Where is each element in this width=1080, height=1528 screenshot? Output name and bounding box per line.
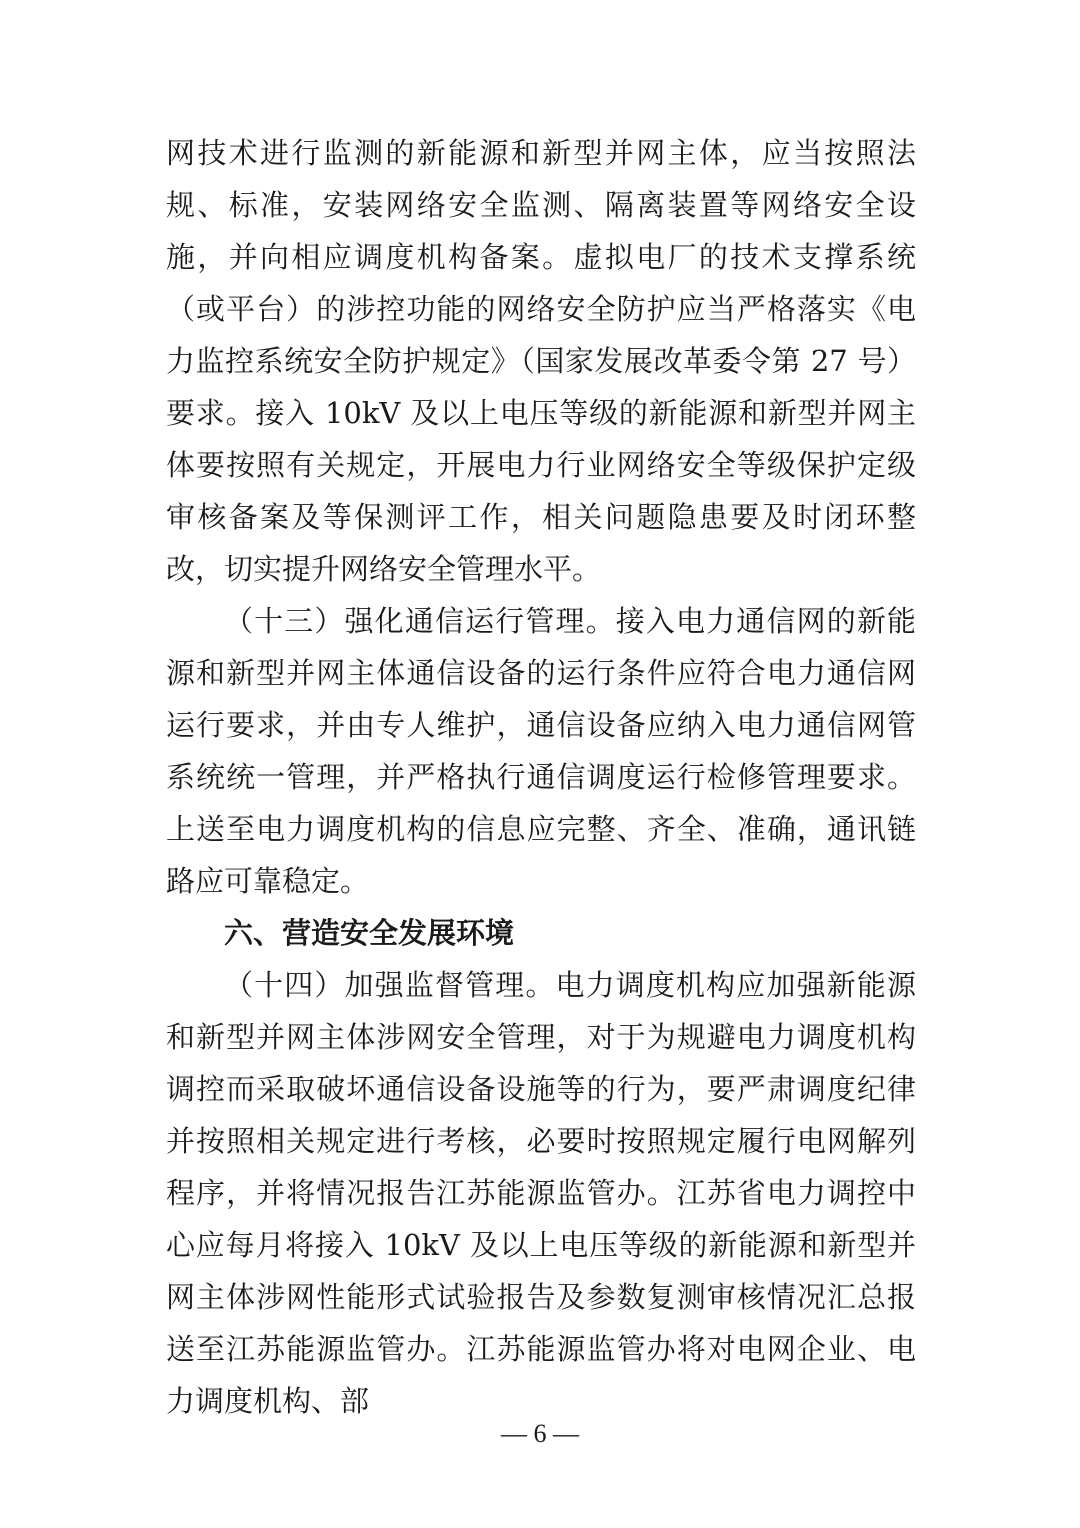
paragraph-communication-management: （十三）强化通信运行管理。接入电力通信网的新能源和新型并网主体通信设备的运行条件应符合电力通信网运行要求，并由专人维护，通信设备应纳入电力通信网管系统统一管理，并严格执行通信调度运行检修管理要求。上送至电力调度机构的信息应完整、齐全、准确，通讯链路应可靠稳定。 bbox=[166, 604, 916, 898]
paragraph-supervision-management: （十四）加强监督管理。电力调度机构应加强新能源和新型并网主体涉网安全管理，对于为规避电力调度机构调控而采取破坏通信设备设施等的行为，要严肃调度纪律并按照相关规定进行考核，必要时按照规定履行电网解列程序，并将情况报告江苏能源监管办。江苏省电力调控中心应每月将接入 10kV 及以上电压等级的新能源和新型并网主体涉网性能形式试验报告及参数复测审核情况汇总报送至江苏能源监管办。江苏能源监管办将对电网企业、电力调度机构、部 bbox=[166, 968, 916, 1418]
section-heading-six: 六、营造安全发展环境 bbox=[224, 916, 515, 950]
document-body bbox=[166, 127, 916, 1427]
paragraph-cyber-security: 网技术进行监测的新能源和新型并网主体，应当按照法规、标准，安装网络安全监测、隔离装置等网络安全设施，并向相应调度机构备案。虚拟电厂的技术支撑系统（或平台）的涉控功能的网络安全防护应当严格落实《电力监控系统安全防护规定》（国家发展改革委令第 27 号）要求。接入 10kV 及以上电压等级的新能源和新型并网主体要按照有关规定，开展电力行业网络安全等级保护定级审核备案及等保测评工作，相关问题隐患要及时闭环整改，切实提升网络安全管理水平。 bbox=[166, 136, 916, 586]
page-number: — 6 — bbox=[501, 1419, 579, 1448]
